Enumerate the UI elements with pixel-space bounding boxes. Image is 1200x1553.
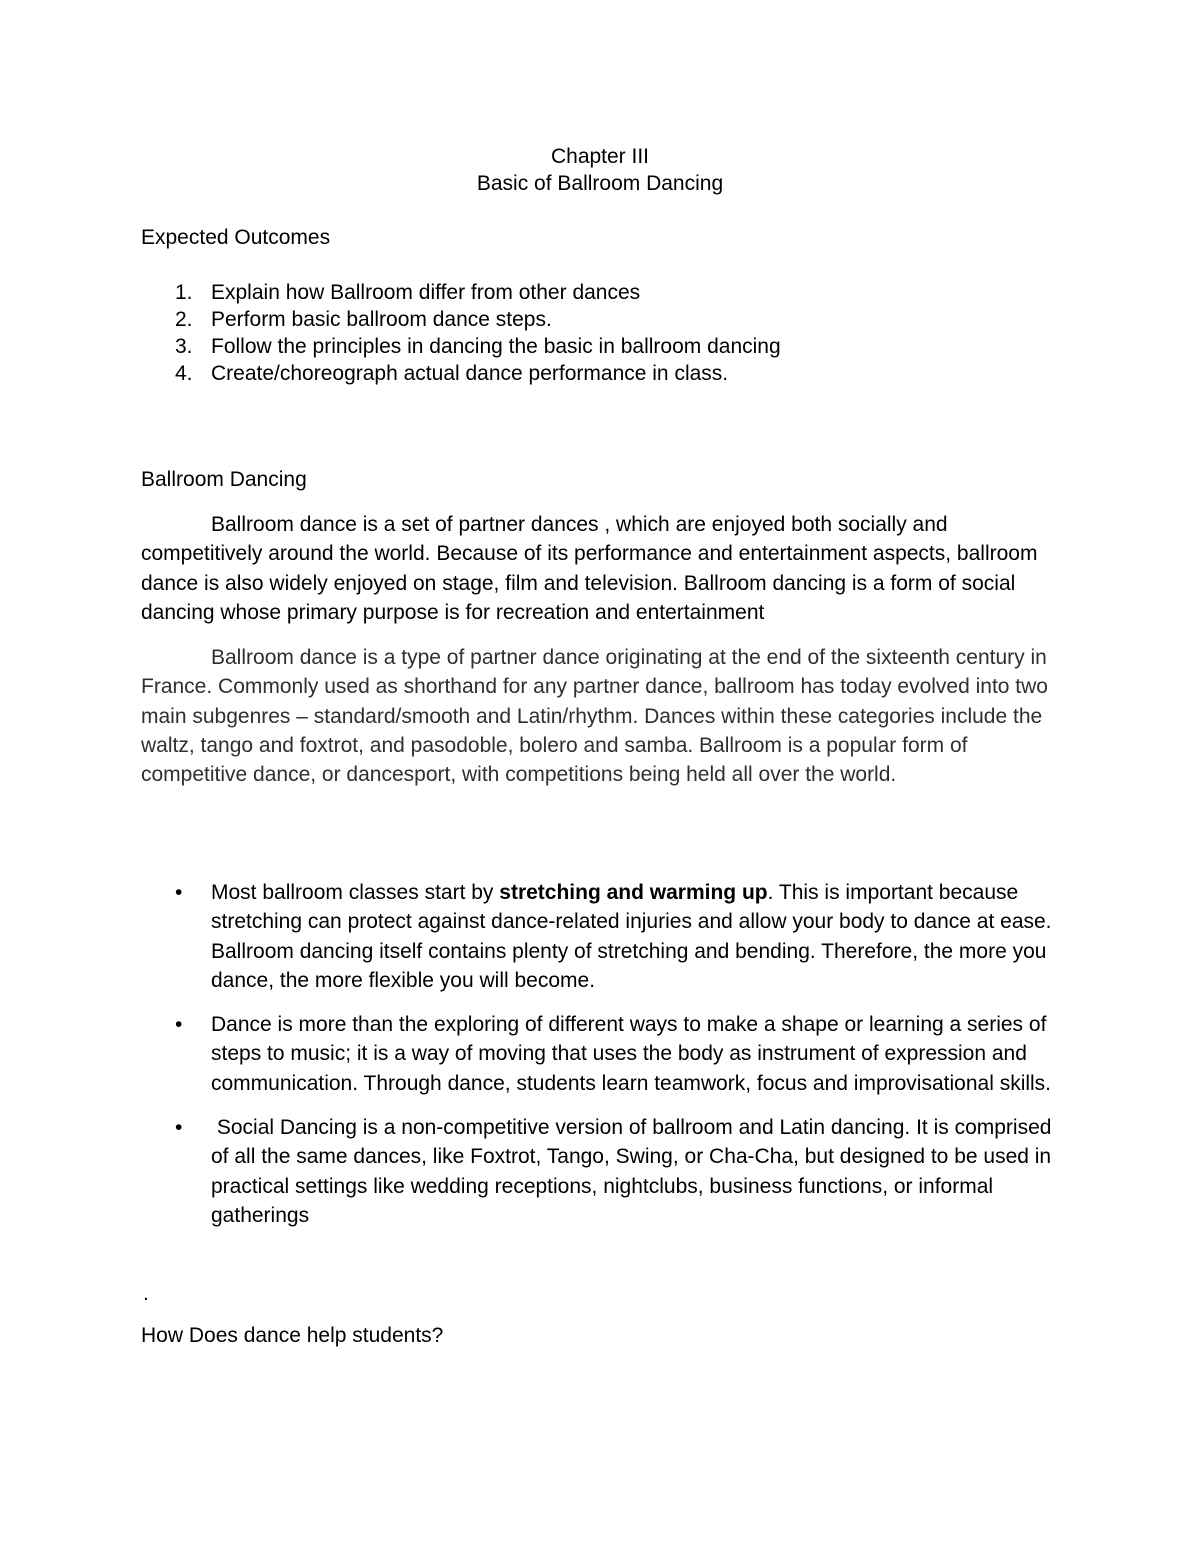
list-item: [141, 279, 1101, 306]
bullet-icon: •: [175, 1116, 183, 1140]
list-item: [141, 306, 1101, 333]
list-number: 4.: [175, 362, 193, 385]
list-item-text: Explain how Ballroom differ from other dances: [211, 281, 641, 304]
list-item-text: Perform basic ballroom dance steps.: [211, 308, 552, 331]
expected-outcomes-heading: Expected Outcomes: [141, 226, 331, 249]
bullet-item: [141, 878, 1061, 995]
bullet-icon: •: [175, 1013, 183, 1037]
list-number: 2.: [175, 308, 193, 331]
bullet-text: Social Dancing is a non-competitive version of ballroom and Latin dancing. It is comprised of all the same dances, like Foxtrot, Tango, Swing, or Cha-Cha, but designed to be used in practical settings like wedding receptions, nightclubs, business functions, or informal gatherings: [211, 1116, 1058, 1227]
separator-dot: .: [143, 1282, 149, 1305]
list-item: [141, 360, 1101, 387]
ballroom-dancing-heading: Ballroom Dancing: [141, 468, 307, 491]
question-heading: How Does dance help students?: [141, 1324, 444, 1347]
paragraph-1: Ballroom dance is a set of partner dances , which are enjoyed both socially and competitively around the world. Because of its performance and entertainment aspects, ballroom dance is also widely enjoyed on stage, film and television. Ballroom dancing is a form of social dancing whose primary purpose is for recreation and entertainment: [141, 513, 1038, 624]
list-number: 3.: [175, 335, 193, 358]
list-number: 1.: [175, 281, 193, 304]
bullet-list: [141, 878, 1061, 1245]
list-item-text: Follow the principles in dancing the basic in ballroom dancing: [211, 335, 781, 358]
bullet-text: Dance is more than the exploring of different ways to make a shape or learning a series of steps to music; it is a way of moving that uses the body as instrument of expression and communication. Through dance, students learn teamwork, focus and improvisational skills.: [211, 1013, 1052, 1095]
bullet-text-bold: stretching and warming up: [499, 881, 768, 904]
bullet-item: [141, 1113, 1061, 1230]
bullet-text-start: Most ballroom classes start by: [211, 881, 500, 904]
bullet-item: [141, 1010, 1061, 1098]
list-item: [141, 333, 1101, 360]
bullet-text-end: . This is important because stretching can protect against dance-related injuries and allow your body to dance at ease. Ballroom dancing itself contains plenty of stretching and bending. Therefore, the more you dance, the more flexible you will become.: [211, 881, 1052, 992]
chapter-subtitle: Basic of Ballroom Dancing: [476, 172, 724, 195]
outcomes-list: [141, 279, 1101, 387]
chapter-title: Chapter III: [550, 145, 650, 168]
paragraph-2: Ballroom dance is a type of partner dance originating at the end of the sixteenth century in France. Commonly used as shorthand for any partner dance, ballroom has today evolved into two main subgenres – standard/smooth and Latin/rhythm. Dances within these categories include the waltz, tango and foxtrot, and pasodoble, bolero and samba. Ballroom is a popular form of competitive dance, or dancesport, with competitions being held all over the world.: [141, 646, 1048, 787]
bullet-icon: •: [175, 881, 183, 904]
list-item-text: Create/choreograph actual dance performance in class.: [211, 362, 729, 385]
